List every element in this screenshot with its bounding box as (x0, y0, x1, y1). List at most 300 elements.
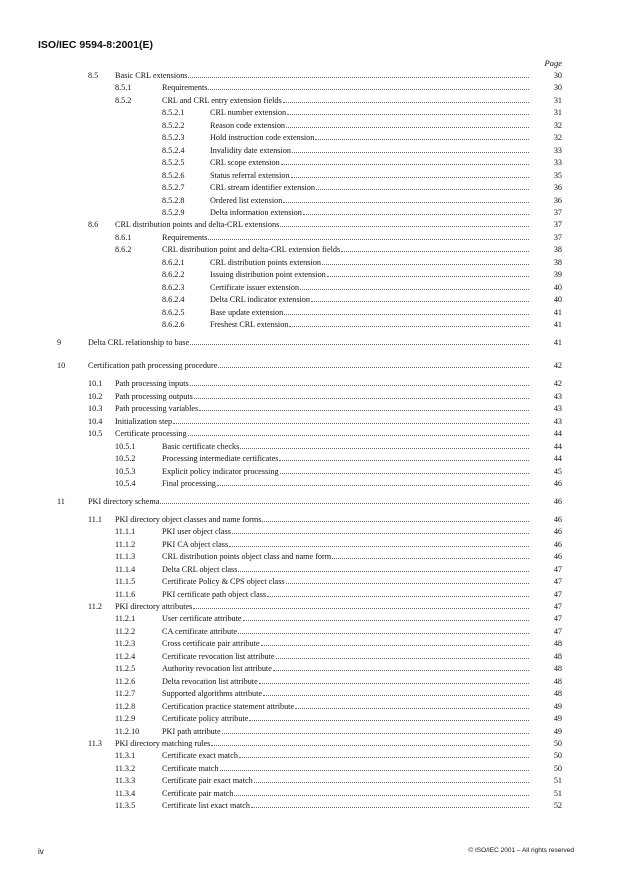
toc-entry-title (162, 526, 529, 537)
toc-entry-title-text: PKI CA object class (162, 539, 229, 549)
toc-entry-page: 39 (553, 270, 562, 280)
toc-entry-number: 8.5.2.3 (162, 133, 185, 143)
toc-entry[interactable] (0, 403, 619, 414)
toc-entry-title (115, 403, 529, 414)
toc-entry-number: 10 (57, 361, 66, 371)
toc-dot-leader (199, 403, 529, 411)
toc-entry-number: 8.5.2 (115, 95, 132, 105)
toc-dot-leader (279, 453, 529, 461)
toc-entry-page: 46 (553, 514, 562, 524)
toc-entry-page: 48 (553, 664, 562, 674)
toc-entry-title (162, 800, 529, 811)
toc-entry-title-text: Base update extension (210, 307, 284, 317)
toc-entry-number: 9 (57, 337, 62, 347)
toc-entry-page: 43 (553, 416, 562, 426)
toc-entry-number: 11.1.2 (115, 539, 136, 549)
footer-page-number: iv (38, 847, 44, 856)
toc-entry-number: 11.2.7 (115, 689, 136, 699)
toc-entry-title (115, 738, 529, 749)
toc-entry-title (88, 496, 529, 507)
toc-entry-title-text: Path processing outputs (115, 391, 193, 401)
toc-entry-number: 8.6.2.3 (162, 282, 185, 292)
toc-entry[interactable] (0, 526, 619, 537)
toc-entry-title (162, 688, 529, 699)
toc-entry-title-text: Freshest CRL extension (210, 320, 289, 329)
toc-entry[interactable] (0, 551, 619, 562)
toc-entry-title (162, 726, 529, 737)
toc-dot-leader (327, 269, 529, 277)
toc-entry-title-text: CRL and CRL entry extension fields (162, 95, 282, 105)
toc-entry-title (162, 551, 529, 562)
toc-entry[interactable] (0, 726, 619, 737)
toc-dot-leader (243, 613, 529, 621)
footer-copyright: © ISO/IEC 2001 – All rights reserved (468, 847, 574, 854)
toc-entry[interactable] (0, 626, 619, 637)
toc-dot-leader (286, 576, 529, 584)
toc-entry[interactable] (0, 120, 619, 131)
toc-entry-title (162, 663, 529, 674)
toc-entry[interactable] (0, 82, 619, 93)
toc-entry-page: 49 (553, 701, 562, 711)
toc-entry-number: 11.2.3 (115, 639, 136, 649)
toc-entry-number: 11.1 (88, 514, 103, 524)
toc-entry-number: 10.5.3 (115, 466, 136, 476)
toc-entry-title-text: Certificate revocation list attribute (162, 651, 275, 661)
toc-dot-leader (315, 132, 529, 140)
toc-entry-title (115, 391, 529, 402)
toc-entry-page: 41 (553, 337, 562, 347)
toc-entry-title (162, 95, 529, 106)
toc-entry-number: 10.2 (88, 391, 103, 401)
toc-entry-title (162, 701, 529, 712)
toc-entry-page: 47 (553, 614, 562, 624)
toc-entry[interactable] (0, 70, 619, 81)
toc-entry-page: 41 (553, 320, 562, 329)
toc-entry[interactable] (0, 157, 619, 168)
toc-entry-title (88, 360, 529, 371)
toc-entry-number: 8.6.2.5 (162, 307, 185, 317)
toc-entry-number: 11.3 (88, 738, 103, 748)
toc-entry-title (162, 775, 529, 786)
toc-entry[interactable] (0, 219, 619, 230)
toc-entry-title (115, 219, 529, 230)
toc-entry-number: 10.5.2 (115, 454, 136, 464)
toc-entry-number: 11.1.3 (115, 552, 136, 562)
toc-entry[interactable] (0, 788, 619, 799)
toc-entry[interactable] (0, 307, 619, 318)
toc-entry[interactable] (0, 688, 619, 699)
toc-entry-page: 44 (553, 441, 562, 451)
toc-dot-leader (249, 713, 529, 721)
toc-entry-page: 42 (553, 361, 562, 371)
toc-entry-page: 50 (553, 738, 562, 748)
toc-entry[interactable] (0, 713, 619, 724)
toc-dot-leader (280, 219, 529, 227)
toc-entry-title-text: CRL distribution points and delta-CRL extensions (115, 220, 280, 230)
toc-entry-page: 33 (553, 145, 562, 155)
toc-entry-number: 11.1.4 (115, 564, 136, 574)
toc-entry-number: 11.2.6 (115, 676, 136, 686)
toc-dot-leader (208, 82, 529, 90)
toc-entry-number: 8.6.2.1 (162, 257, 185, 267)
toc-entry[interactable] (0, 478, 619, 489)
toc-entry-page: 30 (553, 71, 562, 80)
toc-entry-number: 8.6 (88, 220, 99, 230)
toc-entry-number: 11.1.5 (115, 577, 136, 587)
toc-entry-page: 30 (553, 83, 562, 93)
toc-entry-title-text: Certificate Policy & CPS object class (162, 577, 285, 587)
toc-entry-title (210, 207, 529, 218)
toc-entry-number: 8.6.2.6 (162, 320, 185, 329)
toc-entry-title-text: PKI directory schema (88, 496, 160, 506)
toc-entry-title (162, 478, 529, 489)
toc-dot-leader (292, 145, 529, 153)
toc-entry-title (210, 257, 529, 268)
toc-entry-title (115, 416, 529, 427)
toc-entry-title (210, 107, 529, 118)
toc-entry-title-text: CRL distribution point and delta-CRL extension fields (162, 245, 341, 255)
toc-entry-title-text: Certificate policy attribute (162, 714, 249, 724)
toc-entry-title (162, 638, 529, 649)
toc-entry-page: 47 (553, 577, 562, 587)
toc-entry-title (162, 763, 529, 774)
toc-entry-title-text: PKI certificate path object class (162, 589, 267, 599)
toc-entry-number: 11.3.3 (115, 776, 136, 786)
toc-dot-leader (238, 626, 529, 634)
toc-entry[interactable] (0, 416, 619, 427)
toc-entry[interactable] (0, 428, 619, 439)
toc-entry-title-text: Certificate processing (115, 429, 187, 439)
toc-entry-title-text: Supported algorithms attribute (162, 689, 263, 699)
toc-entry-title (210, 269, 529, 280)
toc-dot-leader (287, 107, 529, 115)
toc-entry-page: 48 (553, 651, 562, 661)
toc-entry-number: 10.4 (88, 416, 103, 426)
toc-entry-page: 43 (553, 391, 562, 401)
toc-entry-title-text: Path processing variables (115, 404, 199, 414)
toc-entry-title-text: PKI user object class (162, 527, 231, 537)
toc-entry-number: 11.2.5 (115, 664, 136, 674)
toc-entry-number: 10.5 (88, 429, 103, 439)
toc-entry-page: 46 (553, 478, 562, 488)
toc-entry-number: 8.5.2.1 (162, 108, 185, 118)
toc-entry-title (115, 428, 529, 439)
toc-entry-title-text: Explicit policy indicator processing (162, 466, 279, 476)
toc-entry-number: 11.3.2 (115, 763, 136, 773)
toc-dot-leader (286, 120, 529, 128)
toc-entry[interactable] (0, 360, 619, 371)
toc-entry-page: 42 (553, 379, 562, 389)
toc-entry[interactable] (0, 676, 619, 687)
toc-dot-leader (251, 800, 529, 808)
toc-entry-number: 8.5.2.7 (162, 183, 185, 193)
toc-entry-page: 50 (553, 763, 562, 773)
toc-dot-leader (263, 688, 529, 696)
toc-entry[interactable] (0, 750, 619, 761)
toc-entry-title-text: Basic CRL extensions (115, 71, 188, 80)
toc-entry-title-text: Certificate match (162, 763, 219, 773)
toc-dot-leader (284, 307, 529, 315)
toc-entry-number: 8.5.2.8 (162, 195, 185, 205)
toc-entry-page: 37 (553, 220, 562, 230)
toc-entry[interactable] (0, 453, 619, 464)
toc-entry-number: 11.2.2 (115, 626, 136, 636)
toc-entry-title (115, 70, 529, 81)
toc-entry-title (210, 132, 529, 143)
toc-entry[interactable] (0, 701, 619, 712)
toc-entry[interactable] (0, 638, 619, 649)
toc-entry-title-text: Delta information extension (210, 207, 302, 217)
toc-entry-title (162, 750, 529, 761)
toc-dot-leader (332, 551, 529, 559)
toc-entry-number: 8.5.1 (115, 83, 132, 93)
toc-entry-page: 47 (553, 564, 562, 574)
toc-entry-title-text: Requirements (162, 83, 208, 93)
toc-dot-leader (267, 589, 529, 597)
toc-entry-title (210, 170, 529, 181)
toc-dot-leader (190, 378, 529, 386)
toc-entry[interactable] (0, 601, 619, 612)
toc-entry-title-text: Certificate issuer extension (210, 282, 300, 292)
toc-entry-page: 48 (553, 676, 562, 686)
toc-entry-title (210, 195, 529, 206)
toc-entry-title (162, 539, 529, 550)
toc-entry-title-text: CRL distribution points object class and name form (162, 552, 332, 562)
toc-entry-title-text: Status referral extension (210, 170, 290, 180)
toc-entry[interactable] (0, 95, 619, 106)
toc-entry-title-text: Basic certificate checks (162, 441, 240, 451)
toc-entry[interactable] (0, 294, 619, 305)
toc-entry-page: 38 (553, 245, 562, 255)
toc-entry[interactable] (0, 441, 619, 452)
toc-entry[interactable] (0, 496, 619, 507)
toc-entry-title-text: PKI directory object classes and name forms (115, 514, 262, 524)
toc-entry-title-text: CA certificate attribute (162, 626, 238, 636)
toc-entry-title (162, 613, 529, 624)
toc-entry[interactable] (0, 182, 619, 193)
toc-entry[interactable] (0, 337, 619, 348)
toc-entry-title-text: Requirements (162, 232, 208, 242)
toc-entry-page: 41 (553, 307, 562, 317)
toc-entry-page: 36 (553, 183, 562, 193)
toc-entry-title (115, 601, 529, 612)
toc-entry-title (115, 514, 529, 525)
toc-entry[interactable] (0, 763, 619, 774)
toc-dot-leader (259, 676, 529, 684)
toc-entry[interactable] (0, 564, 619, 575)
toc-entry-number: 11.3.4 (115, 788, 136, 798)
toc-entry[interactable] (0, 282, 619, 293)
toc-entry[interactable] (0, 589, 619, 600)
toc-entry-title (162, 82, 529, 93)
toc-entry-title (162, 453, 529, 464)
toc-dot-leader (229, 539, 529, 547)
toc-dot-leader (280, 466, 529, 474)
toc-entry-title (210, 157, 529, 168)
toc-entry-number: 8.6.2.2 (162, 270, 185, 280)
toc-entry-number: 11.2 (88, 602, 103, 611)
toc-entry-title (162, 232, 529, 243)
toc-entry[interactable] (0, 232, 619, 243)
toc-entry-page: 49 (553, 714, 562, 724)
toc-dot-leader (291, 170, 529, 178)
toc-entry-page: 40 (553, 295, 562, 305)
toc-entry-title (210, 319, 529, 330)
toc-entry-number: 10.5.4 (115, 478, 136, 488)
toc-entry[interactable] (0, 107, 619, 118)
toc-dot-leader (341, 244, 529, 252)
toc-entry-page: 32 (553, 120, 562, 130)
toc-entry[interactable] (0, 132, 619, 143)
toc-entry-title-text: Delta CRL indicator extension (210, 295, 310, 305)
toc-dot-leader (190, 337, 529, 345)
toc-entry-page: 51 (553, 788, 562, 798)
document-header-title: ISO/IEC 9594-8:2001(E) (38, 39, 153, 51)
toc-entry-page: 47 (553, 602, 562, 611)
toc-entry[interactable] (0, 576, 619, 587)
toc-entry[interactable] (0, 195, 619, 206)
toc-entry[interactable] (0, 244, 619, 255)
toc-dot-leader (208, 232, 529, 240)
toc-entry-page: 46 (553, 527, 562, 537)
toc-dot-leader (240, 441, 529, 449)
toc-entry-number: 11.3.1 (115, 751, 136, 761)
toc-entry[interactable] (0, 514, 619, 525)
toc-entry-number: 8.5.2.2 (162, 120, 185, 130)
toc-entry-title-text: Certification path processing procedure (88, 361, 218, 371)
toc-entry-number: 11.2.9 (115, 714, 136, 724)
toc-entry[interactable] (0, 466, 619, 477)
toc-entry[interactable] (0, 539, 619, 550)
toc-entry-number: 8.6.1 (115, 232, 132, 242)
toc-entry-page: 51 (553, 776, 562, 786)
toc-dot-leader (283, 195, 529, 203)
toc-entry[interactable] (0, 319, 619, 330)
toc-entry[interactable] (0, 207, 619, 218)
toc-entry-page: 37 (553, 232, 562, 242)
toc-entry-page: 31 (553, 95, 562, 105)
toc-entry-title (162, 576, 529, 587)
toc-dot-leader (283, 95, 529, 103)
toc-entry-title (88, 337, 529, 348)
toc-entry[interactable] (0, 378, 619, 389)
toc-entry-page: 46 (553, 552, 562, 562)
toc-entry-title (162, 713, 529, 724)
toc-entry-title-text: Invalidity date extension (210, 145, 291, 155)
toc-dot-leader (289, 319, 529, 327)
toc-entry-page: 35 (553, 170, 562, 180)
toc-entry[interactable] (0, 269, 619, 280)
toc-entry-title (162, 676, 529, 687)
toc-entry[interactable] (0, 145, 619, 156)
toc-entry-title-text: Delta CRL object class (162, 564, 238, 574)
toc-entry-number: 11.1.6 (115, 589, 136, 599)
toc-entry[interactable] (0, 257, 619, 268)
toc-dot-leader (300, 282, 529, 290)
toc-entry-title (162, 651, 529, 662)
toc-dot-leader (295, 701, 529, 709)
toc-entry-title (210, 282, 529, 293)
toc-dot-leader (211, 738, 529, 746)
toc-entry-page: 44 (553, 429, 562, 439)
toc-dot-leader (193, 601, 529, 609)
toc-entry[interactable] (0, 651, 619, 662)
toc-entry-number: 10.5.1 (115, 441, 136, 451)
toc-dot-leader (217, 478, 529, 486)
toc-entry-page: 48 (553, 639, 562, 649)
toc-dot-leader (303, 207, 529, 215)
toc-dot-leader (173, 416, 529, 424)
toc-entry-title-text: Authority revocation list attribute (162, 664, 272, 674)
toc-entry-page: 38 (553, 257, 562, 267)
toc-entry-page: 43 (553, 404, 562, 414)
toc-entry[interactable] (0, 738, 619, 749)
toc-entry-page: 37 (553, 207, 562, 217)
toc-entry-number: 11.2.10 (115, 726, 140, 736)
toc-entry-number: 11.3.5 (115, 801, 136, 811)
toc-dot-leader (261, 638, 529, 646)
toc-entry-title-text: Issuing distribution point extension (210, 270, 326, 280)
toc-entry-title (210, 307, 529, 318)
toc-entry-title (162, 788, 529, 799)
toc-entry-title-text: Initialization step (115, 416, 173, 426)
toc-entry-title-text: PKI directory attributes (115, 602, 193, 611)
toc-entry-number: 11.1.1 (115, 527, 136, 537)
toc-entry-title (210, 120, 529, 131)
toc-entry-title-text: PKI path attribute (162, 726, 221, 736)
toc-entry-title-text: User certificate attribute (162, 614, 242, 624)
toc-entry-title-text: Processing intermediate certificates (162, 454, 279, 464)
toc-entry-title (162, 466, 529, 477)
toc-entry-page: 46 (553, 539, 562, 549)
toc-entry-title-text: Certificate list exact match (162, 801, 250, 811)
toc-entry-title (210, 294, 529, 305)
toc-entry-number: 10.1 (88, 379, 103, 389)
toc-entry-page: 36 (553, 195, 562, 205)
toc-entry-page: 40 (553, 282, 562, 292)
toc-entry-title (162, 564, 529, 575)
toc-entry-title-text: Hold instruction code extension (210, 133, 315, 143)
toc-entry-page: 46 (553, 496, 562, 506)
toc-entry-page: 31 (553, 108, 562, 118)
toc-entry-page: 48 (553, 689, 562, 699)
toc-entry-title (162, 441, 529, 452)
toc-entry-page: 49 (553, 726, 562, 736)
toc-dot-leader (254, 775, 529, 783)
toc-entry-number: 8.5 (88, 71, 99, 80)
toc-entry[interactable] (0, 391, 619, 402)
toc-entry[interactable] (0, 800, 619, 811)
toc-dot-leader (234, 788, 529, 796)
toc-entry-number: 8.6.2 (115, 245, 132, 255)
toc-entry[interactable] (0, 775, 619, 786)
toc-dot-leader (273, 663, 529, 671)
toc-dot-leader (194, 391, 529, 399)
toc-entry-number: 8.6.2.4 (162, 295, 185, 305)
toc-entry-page: 32 (553, 133, 562, 143)
toc-entry-title (162, 589, 529, 600)
toc-entry-page: 50 (553, 751, 562, 761)
toc-entry[interactable] (0, 663, 619, 674)
toc-dot-leader (188, 70, 529, 78)
toc-entry-title-text: Delta revocation list attribute (162, 676, 258, 686)
toc-entry-page: 52 (553, 801, 562, 811)
toc-entry[interactable] (0, 613, 619, 624)
toc-dot-leader (262, 514, 529, 522)
toc-entry-title-text: CRL stream identifier extension (210, 183, 315, 193)
toc-entry[interactable] (0, 170, 619, 181)
toc-entry-title-text: PKI directory matching rules (115, 738, 211, 748)
